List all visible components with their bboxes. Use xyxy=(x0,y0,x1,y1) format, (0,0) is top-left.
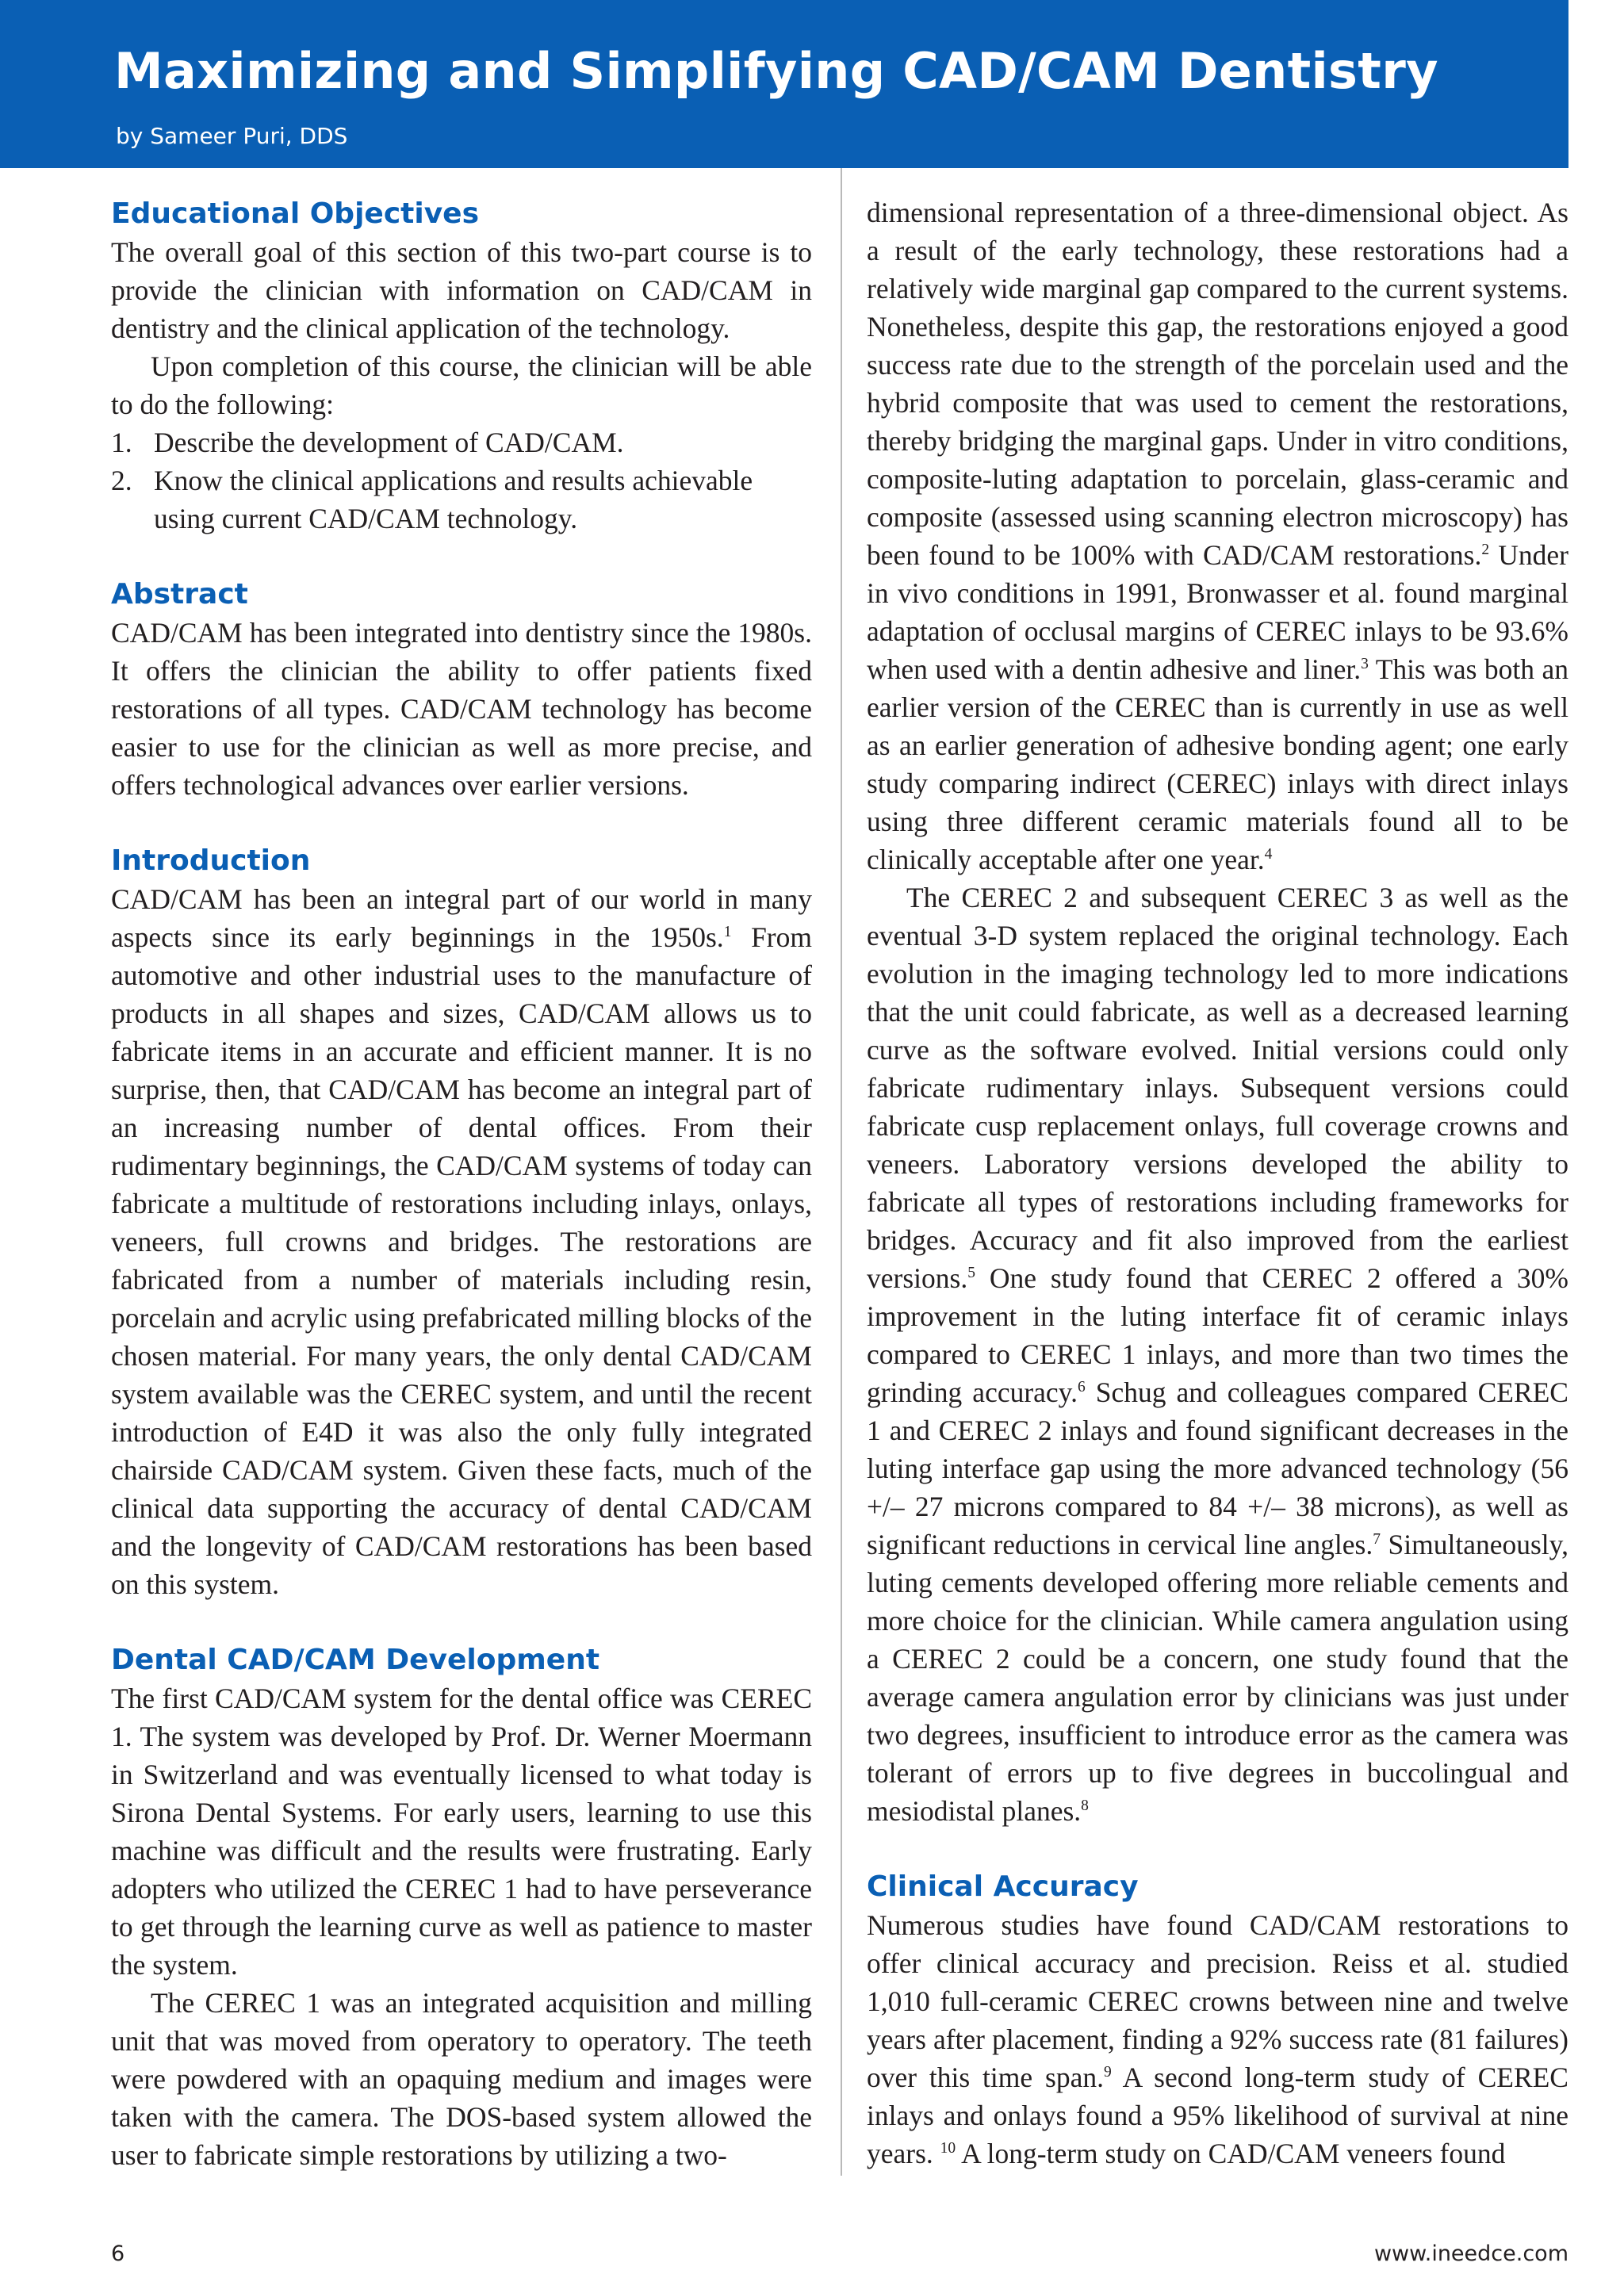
text-run: The CEREC 2 and subsequent CEREC 3 as well as the eventual 3-D system replaced the original technology. Each evolution in the imaging technology led to more indications that the unit could fabricate, as well as a decreased learning curve as the software evolved. Initial versions could only fabricate rudimentary inlays. Subsequent versions could fabricate cusp replacement onlays, full coverage crowns and veneers. Laboratory versions developed the ability to fabricate all types of restorations including frameworks for bridges. Accuracy and fit also improved from the earliest versions. xyxy=(867,882,1568,1294)
section-heading-abstract: Abstract xyxy=(111,578,248,611)
list-item-text: Know the clinical applications and results achievable using current CAD/CAM technology. xyxy=(154,465,753,534)
objectives-list xyxy=(111,423,812,538)
text-run: Simultaneously, luting cements developed offering more reliable cements and more choice for the clinician. While camera angulation using a CEREC 2 could be a concern, one study found that the average camera angulation error by clinicians was just under two degrees, insufficient to introduce error as the camera was tolerant of errors up to five degrees in buccolingual and mesiodistal planes. xyxy=(867,1529,1568,1827)
list-item xyxy=(111,423,812,461)
reference-marker: 7 xyxy=(1373,1531,1381,1549)
reference-marker: 5 xyxy=(967,1265,975,1282)
development-paragraph-2: The CEREC 1 was an integrated acquisition and milling unit that was moved from operatory to operatory. The teeth were powdered with an opaquing medium and images were taken with the camera. The DOS-based system allowed the user to fabricate simple restorations by utilizing a two- xyxy=(111,1987,812,2171)
list-item-text: Describe the development of CAD/CAM. xyxy=(154,427,624,458)
text-run: One study found that CEREC 2 offered a 30% improvement in the luting interface fit of ceramic inlays compared to CEREC 1 inlays, and more than two times the grinding accuracy. xyxy=(867,1262,1568,1408)
article-title: Maximizing and Simplifying CAD/CAM Dentistry xyxy=(114,42,1438,100)
cerec-evolution-paragraph xyxy=(867,879,1568,1830)
objectives-lead: Upon completion of this course, the clinician will be able to do the following: xyxy=(111,350,812,420)
section-heading-educational-objectives: Educational Objectives xyxy=(111,197,480,230)
text-run: Schug and colleagues compared CEREC 1 and CEREC 2 inlays and found significant decreases in the luting interface gap using the more advanced technology (56 +/– 27 microns compared to 84 +/– 38 microns), as well as significant reductions in cervical line angles. xyxy=(867,1376,1568,1560)
development-paragraph-1: The first CAD/CAM system for the dental office was CEREC 1. The system was developed by Prof. Dr. Werner Moermann in Switzerland and was eventually licensed to what today is Sirona Dental Systems. For early users, learning to use this machine was difficult and the results were frustrating. Early adopters who utilized the CEREC 1 had to have perseverance to get through the learning curve as well as patience to master the system. xyxy=(111,1683,812,1981)
left-column xyxy=(111,195,812,2174)
reference-marker: 6 xyxy=(1077,1379,1086,1396)
list-item xyxy=(111,461,812,538)
text-run: Under in vivo conditions in 1991, Bronwasser et al. found marginal adaptation of occlusal margins of CEREC inlays to be 93.6% when used with a dentin adhesive and liner. xyxy=(867,539,1569,685)
list-item-number: 1. xyxy=(111,427,132,458)
reference-marker: 9 xyxy=(1103,2064,1112,2081)
text-run: This was both an earlier version of the CEREC than is currently in use as well as an earlier generation of adhesive bonding agent; one early study comparing indirect (CEREC) inlays with direct inlays using three different ceramic materials found all to be clinically acceptable after one year. xyxy=(867,653,1568,875)
text-run: CAD/CAM has been an integral part of our world in many aspects since its early beginnings in the 1950s. xyxy=(111,883,812,953)
page-number: 6 xyxy=(111,2241,125,2266)
footer-url: www.ineedce.com xyxy=(1373,2241,1568,2266)
text-run: From automotive and other industrial uses to the manufacture of products in all shapes and sizes, CAD/CAM allows us to fabricate items in an accurate and efficient manner. It is no surprise, then, that CAD/CAM has become an integral part of an increasing number of dental offices. From their rudimentary beginnings, the CAD/CAM systems of today can fabricate a multitude of restorations including inlays, onlays, veneers, full crowns and bridges. The restorations are fabricated from a number of materials including resin, porcelain and acrylic using prefabricated milling blocks of the chosen material. For many years, the only dental CAD/CAM system available was the CEREC system, and until the recent introduction of E4D it was also the only fully integrated chairside CAD/CAM system. Given these facts, much of the clinical data supporting the accuracy of dental CAD/CAM and the longevity of CAD/CAM restorations has been based on this system. xyxy=(111,921,812,1600)
author-byline: by Sameer Puri, DDS xyxy=(116,123,348,149)
list-item-number: 2. xyxy=(111,465,132,496)
text-run: A second long-term study of CEREC inlays and onlays found a 95% likelihood of survival at nine years. xyxy=(867,2062,1568,2169)
reference-marker: 3 xyxy=(1361,656,1369,673)
reference-marker: 2 xyxy=(1481,542,1490,559)
section-heading-dental-cadcam-development: Dental CAD/CAM Development xyxy=(111,1644,600,1676)
reference-marker: 4 xyxy=(1264,846,1273,863)
introduction-paragraph xyxy=(111,880,812,1603)
clinical-accuracy-paragraph xyxy=(867,1906,1568,2173)
column-divider xyxy=(841,168,842,2176)
reference-marker: 1 xyxy=(723,924,732,941)
text-run: A long-term study on CAD/CAM veneers found xyxy=(956,2138,1506,2169)
text-run: dimensional representation of a three-dimensional object. As a result of the early technology, these restorations had a relatively wide marginal gap compared to the current systems. Nonetheless, despite this gap, the restorations enjoyed a good success rate due to the strength of the porcelain used and the hybrid composite that was used to cement the restorations, thereby bridging the marginal gaps. Under in vitro conditions, composite-luting adaptation to porcelain, glass-ceramic and composite (assessed using scanning electron microscopy) has been found to be 100% with CAD/CAM restorations. xyxy=(867,197,1568,571)
reference-marker: 10 xyxy=(940,2140,956,2157)
section-heading-introduction: Introduction xyxy=(111,844,311,877)
abstract-paragraph: CAD/CAM has been integrated into dentistry since the 1980s. It offers the clinician the ability to offer patients fixed restorations of all types. CAD/CAM technology has become easier to use for the clinician as well as more precise, and offers technological advances over earlier versions. xyxy=(111,617,812,801)
text-run: Numerous studies have found CAD/CAM restorations to offer clinical accuracy and precision. Reiss et al. studied 1,010 full-ceramic CEREC crowns between nine and twelve years after placement, finding a 92% success rate (81 failures) over this time span. xyxy=(867,1909,1568,2093)
reference-marker: 8 xyxy=(1081,1797,1089,1815)
title-banner xyxy=(0,0,1568,168)
section-heading-clinical-accuracy: Clinical Accuracy xyxy=(867,1870,1139,1903)
development-continued-paragraph xyxy=(867,193,1568,879)
objectives-intro: The overall goal of this section of this two-part course is to provide the clinician with information on CAD/CAM in dentistry and the clinical application of the technology. xyxy=(111,236,812,344)
right-column xyxy=(867,193,1568,2173)
